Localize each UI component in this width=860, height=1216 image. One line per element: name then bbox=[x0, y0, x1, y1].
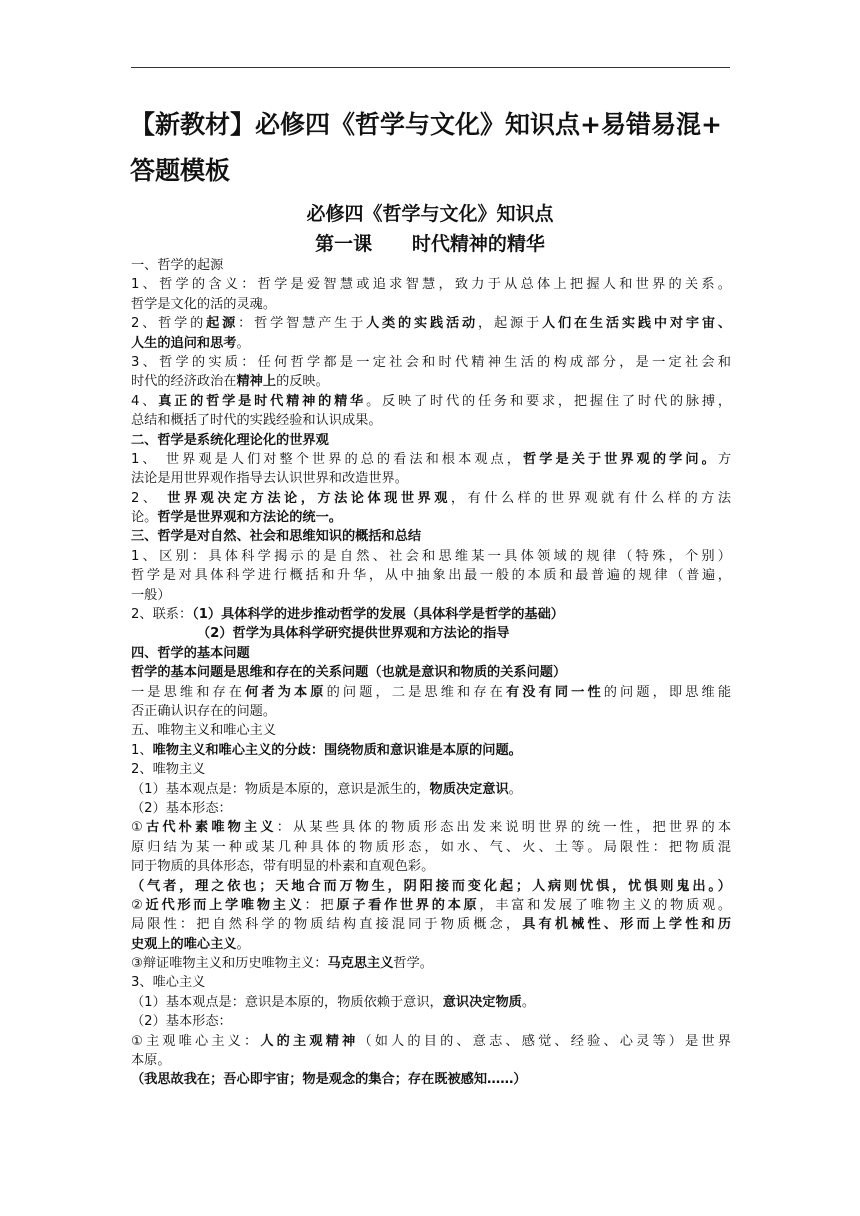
text-line bbox=[131, 896, 731, 915]
text-line bbox=[131, 1012, 731, 1031]
text-line bbox=[131, 683, 731, 702]
text-span: ，丰富和发展了唯物主义的物质观。 bbox=[479, 897, 731, 913]
text-line bbox=[131, 760, 731, 779]
text-line bbox=[131, 818, 731, 837]
text-span: 总结和概括了时代的实践经验和认识成果。 bbox=[131, 413, 382, 429]
text-line bbox=[131, 644, 731, 663]
text-line bbox=[131, 954, 731, 973]
text-span: 方 bbox=[717, 451, 731, 467]
text-span: 3、唯心主义 bbox=[131, 975, 206, 991]
text-span: 的反映。 bbox=[276, 374, 329, 390]
text-span: （2）基本形态： bbox=[131, 800, 232, 816]
bold-text: 哲学是关于世界观的学问。 bbox=[523, 451, 718, 467]
text-span: 一、哲学的起源 bbox=[131, 258, 224, 273]
text-span: 。 bbox=[236, 335, 250, 351]
bold-text: 世界观决定方法论，方法论体现世界观 bbox=[167, 490, 451, 506]
bold-text: 古代朴素唯物主义 bbox=[145, 820, 277, 836]
bold-text: 四、哲学的基本问题 bbox=[131, 645, 250, 661]
bold-text: 哲学是世界观和方法论的统一。 bbox=[157, 510, 342, 526]
text-line bbox=[131, 547, 731, 566]
text-line bbox=[131, 780, 731, 799]
bold-text: （气者，理之依也；天地合而万物生，阴阳接而变化起；人病则忧惧，忧惧则鬼出。） bbox=[131, 878, 731, 894]
text-span: 原归结为某一种或某几种具体的物质形态，如水、气、火、土等。局限性：把物质混 bbox=[131, 839, 731, 855]
text-line bbox=[131, 838, 731, 857]
text-line bbox=[131, 586, 731, 605]
text-line bbox=[131, 256, 731, 275]
text-span: ① bbox=[131, 820, 146, 836]
text-line bbox=[131, 993, 731, 1012]
text-span: ，起源于 bbox=[478, 316, 542, 332]
text-span: （2）基本形态： bbox=[131, 1014, 232, 1030]
text-line bbox=[131, 741, 731, 760]
bold-text: （我思故我在；吾心即宇宙；物是观念的集合；存在既被感知……） bbox=[131, 1072, 527, 1088]
text-span: 的问题，二是思维和存在 bbox=[326, 684, 506, 700]
text-line bbox=[131, 314, 731, 333]
text-span: ：哲学智慧产生于 bbox=[238, 316, 367, 332]
text-span: 法论是用世界观作指导去认识世界和改造世界。 bbox=[131, 471, 408, 487]
text-line bbox=[131, 1032, 731, 1051]
bold-text: 史观上的唯心主义 bbox=[131, 936, 237, 952]
bold-text: （1）具体科学的进步推动哲学的发展（具体科学是哲学的基础） bbox=[192, 607, 564, 623]
text-line bbox=[131, 411, 731, 430]
text-line bbox=[131, 469, 731, 488]
text-line bbox=[131, 1070, 731, 1089]
text-span: 哲学是文化的活的灵魂。 bbox=[131, 296, 277, 312]
bold-text: 马克思主义 bbox=[327, 956, 394, 972]
text-span: 五、唯物主义和唯心主义 bbox=[131, 723, 277, 739]
text-span: 否正确认识存在的问题。 bbox=[131, 703, 277, 719]
text-line bbox=[131, 353, 731, 372]
text-span: 一般） bbox=[131, 587, 171, 603]
text-span: 。 bbox=[521, 994, 536, 1010]
bold-text: 具有机械性、形而上学性和历 bbox=[522, 917, 731, 933]
text-span: （如人的目的、意志、感觉、经验、心灵等）是世界 bbox=[358, 1033, 731, 1049]
bold-text: 人类的实践活动 bbox=[366, 316, 478, 332]
text-span: 2、哲学的 bbox=[131, 316, 207, 332]
bold-text: 真正的哲学是时代精神的精华 bbox=[158, 393, 367, 409]
text-span: 。 bbox=[236, 936, 250, 952]
text-span: 同于物质的具体形态，带有明显的朴素和直观色彩。 bbox=[131, 859, 435, 875]
bold-text: 起源 bbox=[206, 316, 239, 332]
text-span: 1、 世界观是人们对整个世界的总的看法和根本观点， bbox=[131, 451, 524, 467]
text-line bbox=[131, 508, 731, 527]
text-span: 。 bbox=[508, 781, 522, 797]
text-span: 的问题，即思维能 bbox=[603, 684, 731, 700]
text-line bbox=[131, 295, 731, 314]
text-line bbox=[131, 605, 731, 624]
text-line bbox=[131, 1051, 731, 1070]
document-body bbox=[131, 256, 731, 1090]
text-line bbox=[131, 450, 731, 469]
text-span: 论。 bbox=[131, 510, 158, 526]
text-span: 1、哲学的含义：哲学是爱智慧或追求智慧，致力于从总体上把握人和世界的关系。 bbox=[131, 277, 731, 293]
bold-text: 人的主观精神 bbox=[260, 1033, 359, 1049]
bold-text: 人们在生活实践中对宇宙、 bbox=[541, 316, 731, 332]
text-span: 1、区别：具体科学揭示的是自然、社会和思维某一具体领域的规律（特殊，个别） bbox=[131, 548, 731, 564]
bold-text: 意识决定物质 bbox=[442, 994, 522, 1010]
text-line bbox=[131, 799, 731, 818]
section-heading: 必修四《哲学与文化》知识点 bbox=[306, 203, 554, 225]
title-line-2: 答题模板 bbox=[130, 156, 231, 185]
text-line bbox=[131, 721, 731, 740]
lesson-heading: 第一课 时代精神的精华 bbox=[315, 233, 545, 255]
text-span: 本原。 bbox=[131, 1053, 171, 1069]
bold-text: 何者为本原 bbox=[245, 684, 327, 700]
text-span: 3、哲学的实质：任何哲学都是一定社会和时代精神生活的构成部分，是一定社会和 bbox=[131, 354, 731, 370]
text-span: ：从某些具体的物质形态出发来说明世界的统一性，把世界的本 bbox=[276, 820, 731, 836]
bold-text: （2）哲学为具体科学研究提供世界观和方法论的指导 bbox=[197, 626, 510, 642]
text-span: （1）基本观点是：意识是本原的，物质依赖于意识， bbox=[131, 994, 443, 1010]
text-line bbox=[131, 935, 731, 954]
text-line bbox=[131, 624, 731, 643]
bold-text: 二、哲学是系统化理论化的世界观 bbox=[131, 432, 329, 448]
bold-text: 物质决定意识 bbox=[429, 781, 509, 797]
text-line bbox=[131, 877, 731, 896]
text-line bbox=[131, 392, 731, 411]
text-line bbox=[131, 857, 731, 876]
bold-text: 唯物主义和唯心主义的分歧：围绕物质和意识谁是本原的问题。 bbox=[152, 742, 522, 758]
text-span: ：把 bbox=[304, 897, 337, 913]
text-line bbox=[131, 702, 731, 721]
text-line bbox=[131, 489, 731, 508]
bold-text: 原子看作世界的本原 bbox=[336, 897, 480, 913]
text-span: 。反映了时代的任务和要求，把握住了时代的脉搏， bbox=[366, 393, 731, 409]
text-span: （1）基本观点是：物质是本原的，意识是派生的， bbox=[131, 781, 430, 797]
text-line bbox=[131, 973, 731, 992]
text-span: ①主观唯心主义： bbox=[131, 1033, 261, 1049]
text-line bbox=[131, 431, 731, 450]
text-line bbox=[131, 915, 731, 934]
title-line-1: 【新教材】必修四《哲学与文化》知识点+易错易混+ bbox=[130, 110, 722, 139]
text-span: 一是思维和存在 bbox=[131, 684, 246, 700]
text-span: ② bbox=[131, 897, 146, 913]
text-line bbox=[131, 334, 731, 353]
header-rule bbox=[131, 67, 730, 68]
document-title bbox=[130, 102, 740, 194]
text-span: 2、唯物主义 bbox=[131, 762, 206, 778]
text-line bbox=[131, 275, 731, 294]
text-line bbox=[131, 527, 731, 546]
text-span: ，有什么样的世界观就有什么样的方法 bbox=[450, 490, 731, 506]
text-span: 4、 bbox=[131, 393, 159, 409]
text-span: 2、联系： bbox=[131, 607, 193, 623]
bold-text: 人生的追问和思考 bbox=[131, 335, 237, 351]
text-span: 局限性：把自然科学的物质结构直接混同于物质概念， bbox=[131, 917, 523, 933]
text-span: 时代的经济政治在 bbox=[131, 374, 237, 390]
bold-text: 有没有同一性 bbox=[505, 684, 604, 700]
text-span: 2、 bbox=[131, 490, 168, 506]
text-line bbox=[131, 372, 731, 391]
bold-text: 哲学的基本问题是思维和存在的关系问题（也就是意识和物质的关系问题） bbox=[131, 665, 567, 681]
text-line bbox=[131, 663, 731, 682]
text-span: 1、 bbox=[131, 742, 153, 758]
text-span: 哲学是对具体科学进行概括和升华，从中抽象出最一般的本质和最普遍的规律（普遍， bbox=[131, 568, 731, 584]
bold-text: 三、哲学是对自然、社会和思维知识的概括和总结 bbox=[131, 529, 422, 545]
text-line bbox=[131, 566, 731, 585]
text-span: 哲学。 bbox=[393, 956, 433, 972]
bold-text: 精神上 bbox=[236, 374, 277, 390]
text-span: ③辩证唯物主义和历史唯物主义： bbox=[131, 956, 328, 972]
bold-text: 近代形而上学唯物主义 bbox=[145, 897, 305, 913]
